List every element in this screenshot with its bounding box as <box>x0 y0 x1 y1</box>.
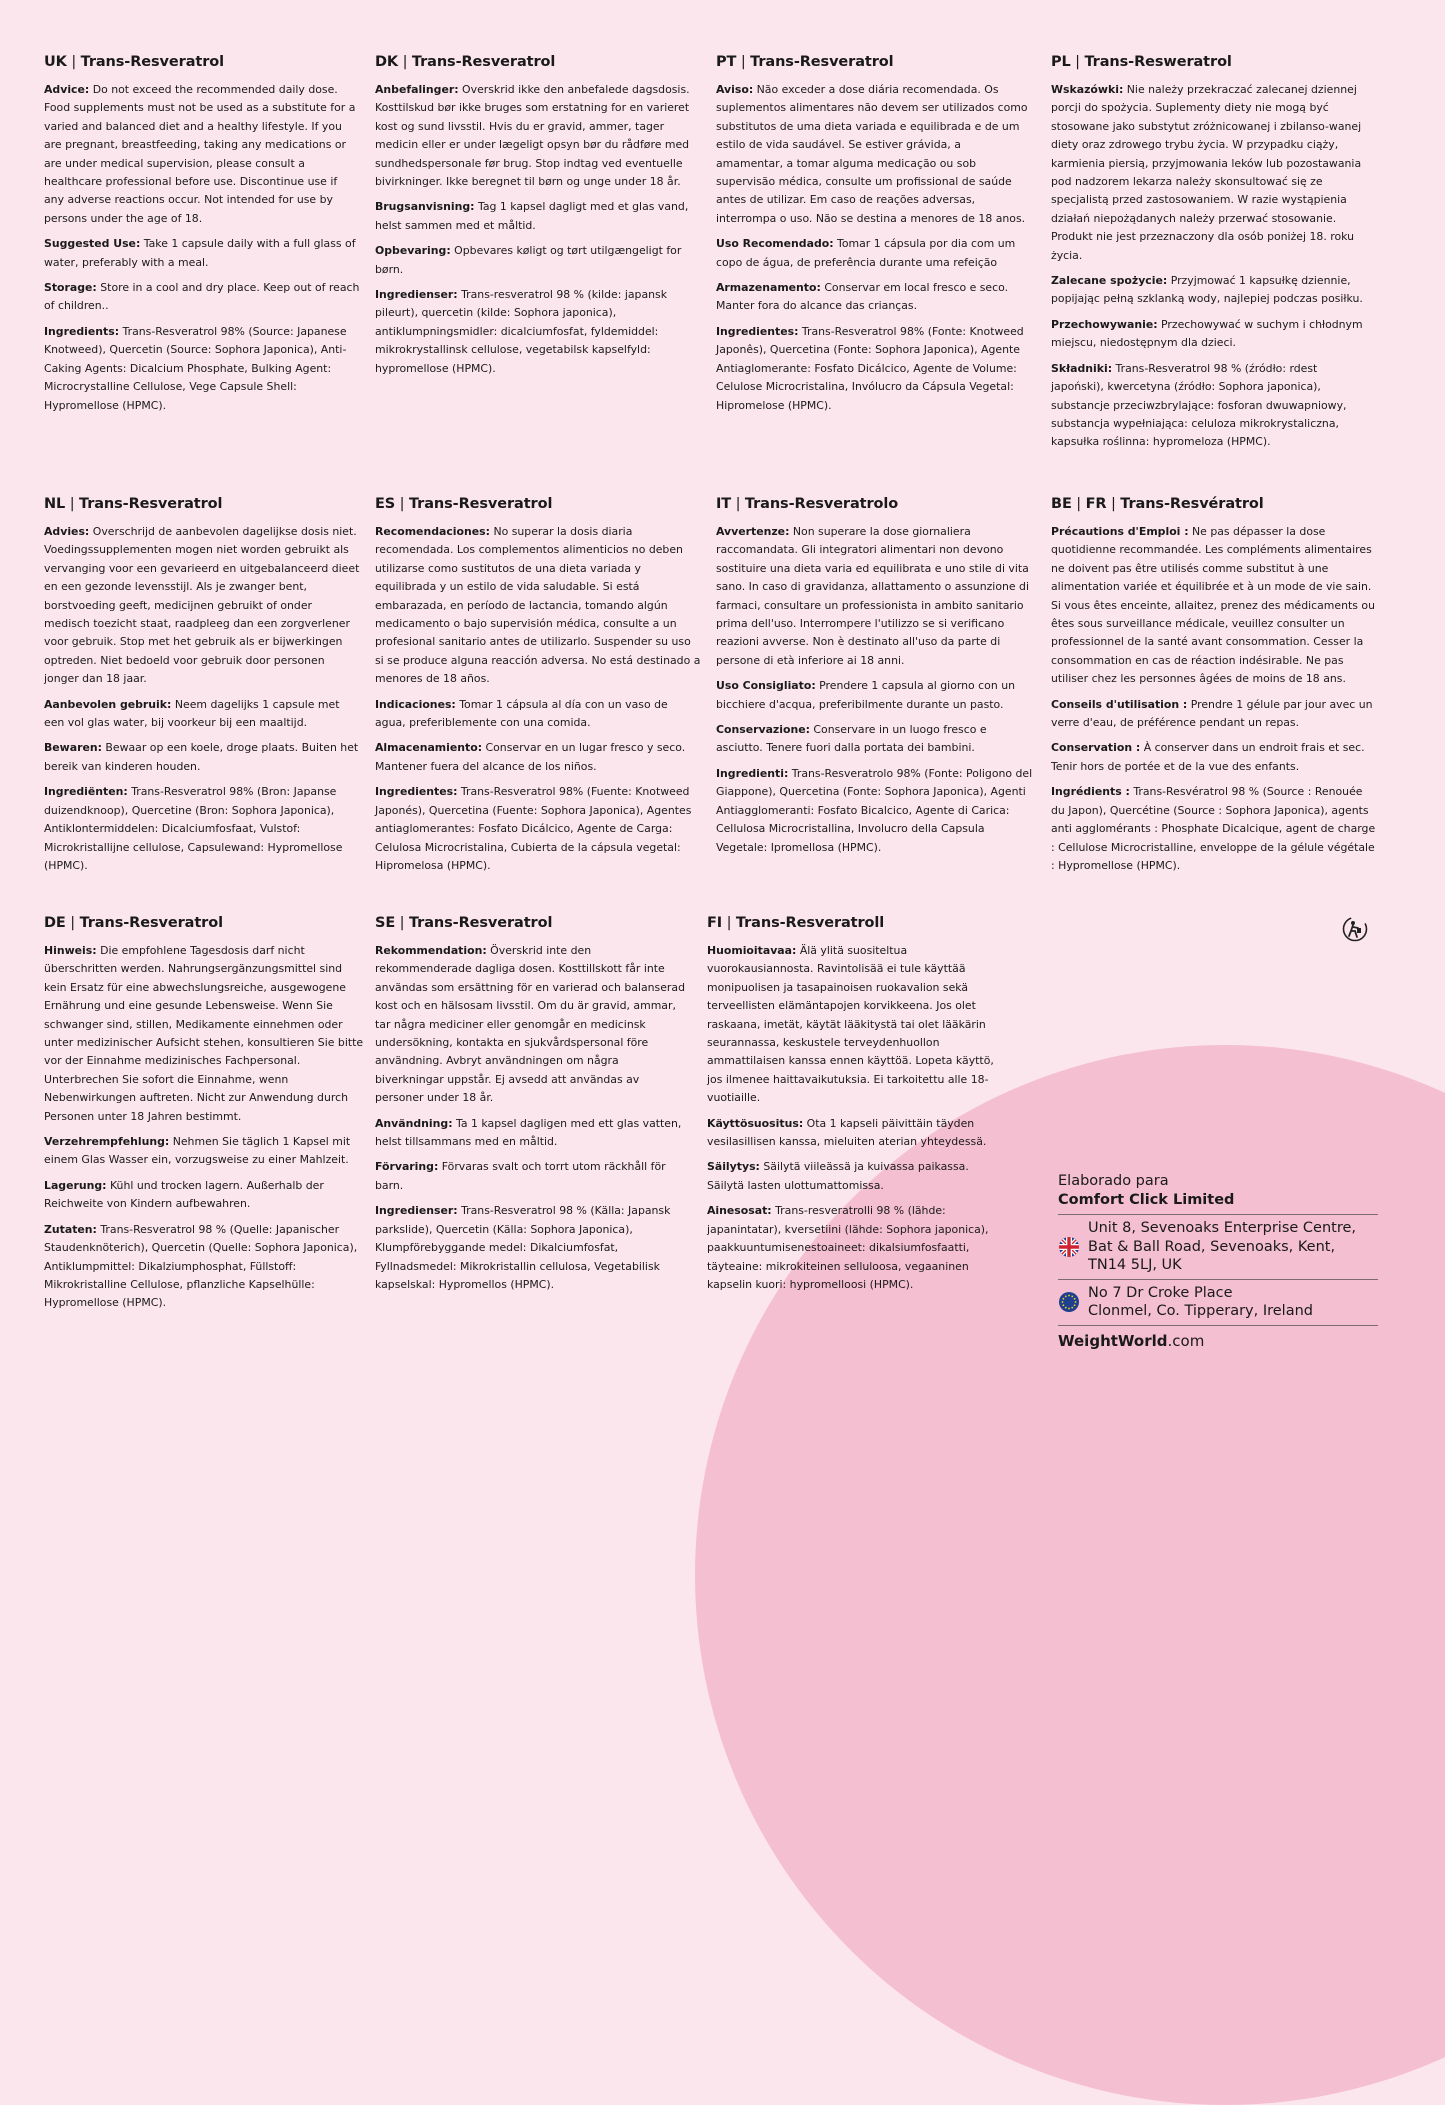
section-text: Przechowywać w suchym i chłodnym miejscu, niedostępnym dla dzieci. <box>1051 317 1363 350</box>
block-section <box>1051 316 1371 353</box>
block-section <box>1051 739 1377 776</box>
section-label: Hinweis: <box>44 944 97 957</box>
language-block-nl <box>44 494 360 882</box>
section-text: Förvaras svalt och torrt utom räckhåll för barn. <box>375 1160 666 1192</box>
section-text: Trans-Resveratrol 98% (Fonte: Knotweed Japonês), Quercetina (Fonte: Sophora Japonica), Agente Antiaglomerante: Fosfato Dicálcico, Agente de Volume: Celulose Microcristalina, Invólucro da Cápsula Vegetal: Hipromelose (HPMC). <box>716 324 1024 412</box>
website <box>1058 1325 1378 1350</box>
block-section <box>716 765 1034 857</box>
section-label: Recomendaciones: <box>375 525 490 538</box>
address-line: TN14 5LJ, UK <box>1088 1257 1182 1274</box>
section-label: Ainesosat: <box>707 1204 772 1218</box>
country-code: IT <box>716 496 732 512</box>
section-label: Zutaten: <box>44 1222 97 1236</box>
section-text: Trans-Resvératrol 98 % (Source : Renouée du Japon), Quercétine (Source : Sophora Japonica), agents anti agglomérants : Phosphate Dicalcique, agent de charge : Cellulose Microcristalline, enveloppe de la gélule végétale : Hypromellose (HPMC). <box>1051 785 1376 872</box>
section-label: Opbevaring: <box>375 244 451 258</box>
block-heading <box>1051 494 1377 514</box>
product-title: Trans-Resveratroll <box>735 915 885 931</box>
section-label: Ingrediënten: <box>44 785 128 799</box>
manufacturer-info <box>1058 1172 1378 1350</box>
block-section <box>707 1202 995 1294</box>
section-text: Overskrid ikke den anbefalede dagsdosis. Kosttilskud bør ikke bruges som erstatning for en varieret kost og sund livsstil. Hvis du er gravid, ammer, tager medicin eller er under lægeligt opsyn bør du rådføre med sundhedspersonale før brug. Stop indtag ved eventuelle bivirkninger. Ikke beregnet til børn og unge under 18 år. <box>375 83 690 189</box>
section-label: Składniki: <box>1051 361 1113 375</box>
section-text: Ta 1 kapsel dagligen med ett glas vatten, helst tillsammans med en måltid. <box>375 1116 682 1149</box>
section-label: Verzehrempfehlung: <box>44 1135 170 1149</box>
section-label: Ingredientes: <box>375 785 458 799</box>
language-block-uk <box>44 52 360 422</box>
section-label: Ingredienser: <box>375 288 458 302</box>
block-section <box>375 242 693 279</box>
block-section <box>44 942 366 1126</box>
language-block-be <box>1051 494 1377 882</box>
section-text: Ota 1 kapseli päivittäin täyden vesilasillisen kanssa, mieluiten aterian yhteydessä. <box>707 1116 987 1149</box>
section-label: Rekommendation: <box>375 944 487 957</box>
section-label: Anbefalinger: <box>375 83 459 96</box>
heading-separator: | <box>1070 54 1085 70</box>
eu-address <box>1058 1279 1378 1325</box>
section-label: Bewaren: <box>44 741 102 755</box>
country-code: NL <box>44 496 66 512</box>
country-code: FI <box>707 915 723 931</box>
section-label: Conservation : <box>1051 741 1141 755</box>
block-section <box>716 81 1028 228</box>
section-text: Älä ylitä suositeltua vuorokausiannosta. Ravintolisää ei tule käyttää monipuolisen ja tasapainoisen ruokavalion sekä terveellisten elämäntapojen korvikkeena. Jos olet raskaana, imetät, käytät lääkitystä tai olet lääkärin seurannassa, keskustele terveydenhuollon ammattilaisen kanssa ennen käyttöä. Lopeta käyttö, jos ilmenee haittavaikutuksia. Ei tarkoitettu alle 18-vuotiaille. <box>707 944 994 1105</box>
address-line: No 7 Dr Croke Place <box>1088 1284 1233 1301</box>
country-code: DE <box>44 915 66 931</box>
block-heading <box>716 52 1028 72</box>
section-text: Trans-Resveratrol 98% (Bron: Japanse duizendknoop), Quercetine (Bron: Sophora Japonica), Antiklontermiddelen: Dicalciumfosfaat, Vulstof: Microkristallijne cellulose, Capsulewand: Hypromellose (HPMC). <box>44 785 343 872</box>
block-section <box>375 739 701 776</box>
language-block-de <box>44 913 366 1320</box>
block-heading <box>44 494 360 514</box>
heading-separator: | <box>395 915 409 931</box>
section-text: Take 1 capsule daily with a full glass of water, preferably with a meal. <box>44 237 356 269</box>
block-section <box>44 323 360 415</box>
section-text: Ne pas dépasser la dose quotidienne recommandée. Les compléments alimentaires ne doivent pas être utilisés comme substitut à une alimentation variée et équilibrée et à un mode de vie sain. Si vous êtes enceinte, allaitez, prenez des médicaments ou êtes sous surveillance médicale, veuillez consulter un professionnel de la santé avant consommation. Cesser la consommation en cas de réaction indésirable. Ne pas utiliser chez les personnes âgées de moins de 18 ans. <box>1051 525 1375 686</box>
section-text: Tomar 1 cápsula al día con un vaso de agua, preferiblemente con una comida. <box>375 697 668 730</box>
product-title: Trans-Resvératrol <box>1120 496 1264 512</box>
section-text: Trans-Resveratrol 98% (Source: Japanese Knotweed), Quercetin (Source: Sophora Japonica), Anti-Caking Agents: Dicalcium Phosphate, Bulking Agent: Microcrystalline Cellulose, Vege Capsule Shell: Hypromellose (HPMC). <box>44 324 347 412</box>
block-section <box>1051 360 1371 452</box>
section-label: Advice: <box>44 83 90 96</box>
section-text: Nehmen Sie täglich 1 Kapsel mit einem Glas Wasser ein, vorzugsweise zu einer Mahlzeit. <box>44 1135 351 1167</box>
section-label: Précautions d'Emploi : <box>1051 525 1189 538</box>
section-label: Ingredientes: <box>716 324 799 338</box>
language-block-pl <box>1051 52 1371 459</box>
product-title: Trans-Resveratrol <box>79 915 223 931</box>
block-section <box>44 696 360 733</box>
block-section <box>375 783 701 875</box>
section-label: Zalecane spożycie: <box>1051 274 1168 288</box>
section-text: Die empfohlene Tagesdosis darf nicht überschritten werden. Nahrungsergänzungsmittel sind kein Ersatz für eine abwechslungsreiche, ausgewogene Ernährung und eine gesunde Lebensweise. Wenn Sie schwanger sind, stillen, Medikamente einnehmen oder unter medizinischer Aufsicht stehen, konsultieren Sie bitte vor der Einnahme medizinisches Fachpersonal. Unterbrechen Sie sofort die Einnahme, wenn Nebenwirkungen auftreten. Nicht zur Anwendung durch Personen unter 18 Jahren bestimmt. <box>44 944 364 1123</box>
section-text: Trans-Resveratrol 98 % (Quelle: Japanischer Staudenknöterich), Quercetin (Quelle: Sophora Japonica), Antiklumpmittel: Dikalziumphosphat, Füllstoff: Mikrokristalline Cellulose, pflanzliche Kapselhülle: Hypromellose (HPMC). <box>44 1222 358 1310</box>
section-label: Uso Consigliato: <box>716 679 816 693</box>
block-section <box>44 1133 366 1170</box>
product-title: Trans-Resveratrolo <box>744 496 899 512</box>
block-section <box>44 783 360 875</box>
block-section <box>716 523 1034 670</box>
section-label: Conseils d'utilisation : <box>1051 697 1188 711</box>
section-text: Conservar em local fresco e seco. Manter fora do alcance das crianças. <box>716 281 1009 313</box>
block-heading <box>1051 52 1371 72</box>
address-line: Unit 8, Sevenoaks Enterprise Centre, <box>1088 1220 1356 1236</box>
block-heading <box>44 52 360 72</box>
block-section <box>716 323 1028 415</box>
section-text: Tag 1 kapsel dagligt med et glas vand, helst sammen med et måltid. <box>375 200 689 232</box>
section-label: Advies: <box>44 525 90 538</box>
heading-separator: | <box>722 915 736 931</box>
website-brand: WeightWorld <box>1058 1331 1168 1350</box>
block-section <box>1051 272 1371 309</box>
section-label: Avvertenze: <box>716 525 790 538</box>
block-section <box>375 1115 689 1152</box>
section-label: Huomioitavaa: <box>707 944 797 957</box>
section-text: Conservare in un luogo fresco e asciutto. Tenere fuori dalla portata dei bambini. <box>716 723 987 755</box>
block-section <box>716 721 1034 758</box>
block-section <box>44 81 360 228</box>
uk-address <box>1058 1214 1378 1279</box>
section-label: Almacenamiento: <box>375 741 483 755</box>
block-section <box>44 739 360 776</box>
section-label: Användning: <box>375 1116 453 1130</box>
section-label: Ingredienser: <box>375 1204 458 1218</box>
section-text: Opbevares køligt og tørt utilgængeligt for børn. <box>375 244 682 276</box>
section-text: Trans-resveratrol 98 % (kilde: japansk pileurt), quercetin (kilde: Sophora japonica), antiklumpningsmidler: dicalciumfosfat, fyldemiddel: mikrokrystallinsk cellulose, vegetabilsk kapselfyld: hypromellose (HPMC). <box>375 288 668 375</box>
heading-separator: | <box>395 496 409 512</box>
section-label: Käyttösuositus: <box>707 1116 804 1130</box>
section-label: Uso Recomendado: <box>716 237 834 251</box>
heading-separator: | <box>65 915 80 931</box>
heading-separator: | <box>731 496 745 512</box>
section-text: Trans-Resveratrol 98% (Fuente: Knotweed Japonés), Quercetina (Fuente: Sophora Japonica), Agentes antiaglomerantes: Fosfato Dicálcico, Agente de Carga: Celulosa Microcristalina, Cubierta de la cápsula vegetal: Hipromelosa (HPMC). <box>375 785 692 872</box>
section-label: Förvaring: <box>375 1160 439 1174</box>
block-section <box>716 235 1028 272</box>
product-title: Trans-Resveratrol <box>750 54 894 70</box>
product-title: Trans-Resveratrol <box>408 915 553 931</box>
country-code: SE <box>375 915 396 931</box>
language-block-dk <box>375 52 693 385</box>
section-label: Przechowywanie: <box>1051 317 1158 331</box>
block-heading <box>44 913 366 933</box>
language-block-es <box>375 494 701 882</box>
block-section <box>44 1221 366 1313</box>
website-tld: .com <box>1167 1331 1205 1350</box>
section-text: Neem dagelijks 1 capsule met een vol glas water, bij voorkeur bij een maaltijd. <box>44 697 340 730</box>
product-title: Trans-Resveratrol <box>411 54 556 70</box>
section-text: Trans-Resveratrol 98 % (Källa: Japansk parkslide), Quercetin (Källa: Sophora Japonica), Klumpförebyggande medel: Dikalciumfosfat, Fyllnadsmedel: Mikrokristallin cellulosa, Vegetabilisk kapselskal: Hypromellos (HPMC). <box>375 1204 671 1291</box>
section-label: Säilytys: <box>707 1160 760 1174</box>
block-section <box>1051 783 1377 875</box>
block-section <box>716 279 1028 316</box>
block-heading <box>707 913 995 933</box>
language-block-pt <box>716 52 1028 422</box>
section-label: Aviso: <box>716 83 754 96</box>
block-section <box>375 1202 689 1294</box>
section-label: Wskazówki: <box>1051 83 1124 96</box>
block-section <box>375 523 701 689</box>
section-text: Non superare la dose giornaliera raccomandata. Gli integratori alimentari non devono sostituire una dieta varia ed equilibrata e uno stile di vita sano. In caso di gravidanza, allattamento o assunzione di farmaci, consultare un professionista in ambito sanitario prima dell'uso. Interrompere l'utilizzo se si verificano reazioni avverse. Non è destinato all'uso da parte di persone di età inferiore ai 18 anni. <box>716 525 1029 667</box>
block-section <box>1051 696 1377 733</box>
section-label: Ingrédients : <box>1051 785 1130 799</box>
country-code: DK <box>375 54 399 70</box>
block-section <box>375 198 693 235</box>
recycle-man-icon <box>1342 916 1368 942</box>
block-section <box>375 286 693 378</box>
section-text: Do not exceed the recommended daily dose. Food supplements must not be used as a substitute for a varied and balanced diet and a healthy lifestyle. If you are pregnant, breastfeeding, taking any medications or are under medical supervision, please consult a healthcare professional before use. Discontinue use if any adverse reactions occur. Not intended for use by persons under the age of 18. <box>44 83 356 225</box>
product-title: Trans-Resveratrol <box>80 54 224 70</box>
section-label: Ingredients: <box>44 324 120 338</box>
company-name: Comfort Click Limited <box>1058 1192 1235 1208</box>
section-text: No superar la dosis diaria recomendada. Los complementos alimenticios no deben utilizarse como sustitutos de una dieta variada y equilibrada y un estilo de vida saludable. Si está embarazada, en período de lactancia, tomando algún medicamento o bajo supervisión médica, consulte a un profesional sanitario antes de utilizarlo. Suspender su uso si se produce alguna reacción adversa. No está destinado a menores de 18 años. <box>375 525 701 686</box>
block-section <box>716 677 1034 714</box>
heading-separator: | <box>398 54 412 70</box>
heading-separator: | <box>1071 496 1086 512</box>
language-block-it <box>716 494 1034 864</box>
country-code-2: FR <box>1085 496 1107 512</box>
section-text: Tomar 1 cápsula por dia com um copo de água, de preferência durante uma refeição <box>716 237 1016 269</box>
section-text: Prendre 1 gélule par jour avec un verre d'eau, de préférence pendant un repas. <box>1051 697 1373 730</box>
product-title: Trans-Resveratrol <box>408 496 553 512</box>
heading-separator: | <box>736 54 751 70</box>
country-code: ES <box>375 496 396 512</box>
block-section <box>375 81 693 191</box>
block-section <box>1051 523 1377 689</box>
block-heading <box>375 52 693 72</box>
section-text: Overschrijd de aanbevolen dagelijkse dosis niet. Voedingssupplementen mogen niet worden gebruikt als vervanging voor een gevarieerd en uitgebalanceerd dieet en een gezonde levensstijl. Als je zwanger bent, borstvoeding geeft, medicijnen gebruikt of onder medisch toezicht staat, raadpleeg dan een zorgverlener voor gebruik. Stop met het gebruik als er bijwerkingen optreden. Niet bedoeld voor gebruik door personen jonger dan 18 jaar. <box>44 525 360 686</box>
block-section <box>44 523 360 689</box>
block-section <box>375 696 701 733</box>
block-section <box>375 942 689 1108</box>
country-code: UK <box>44 54 67 70</box>
section-text: Överskrid inte den rekommenderade dagliga dosen. Kosttillskott får inte användas som ersättning för en varierad och balanserad kost och en hälsosam livsstil. Om du är gravid, ammar, tar några mediciner eller genomgår en medicinsk undersökning, kontakta en sjukvårdspersonal före användning. Avbryt användningen om några biverkningar uppstår. Ej avsedd att användas av personer under 18 år. <box>375 944 685 1105</box>
section-text: Trans-Resveratrolo 98% (Fonte: Poligono del Giappone), Quercetina (Fonte: Sophora Japonica), Agenti Antiagglomeranti: Fosfato Bicalcico, Agente di Carica: Cellulosa Microcristallina, Involucro della Capsula Vegetale: Ipromellosa (HPMC). <box>716 766 1033 854</box>
section-label: Aanbevolen gebruik: <box>44 697 172 711</box>
section-label: Storage: <box>44 281 97 295</box>
address-line: Clonmel, Co. Tipperary, Ireland <box>1088 1303 1313 1320</box>
section-label: Conservazione: <box>716 723 810 737</box>
section-text: Kühl und trocken lagern. Außerhalb der Reichweite von Kindern aufbewahren. <box>44 1178 324 1211</box>
section-text: Säilytä viileässä ja kuivassa paikassa. Säilytä lasten ulottumattomissa. <box>707 1160 969 1192</box>
block-section <box>44 235 360 272</box>
eu-flag-icon <box>1058 1291 1080 1313</box>
section-label: Ingredienti: <box>716 766 789 780</box>
block-section <box>707 1158 995 1195</box>
country-code: PL <box>1051 54 1071 70</box>
heading-separator-2: | <box>1106 496 1121 512</box>
block-heading <box>375 494 701 514</box>
section-text: À conserver dans un endroit frais et sec. Tenir hors de portée et de la vue des enfants. <box>1051 741 1365 773</box>
section-label: Suggested Use: <box>44 237 141 251</box>
product-title: Trans-Resveratrol <box>79 496 223 512</box>
block-section <box>707 942 995 1108</box>
address-line: Bat & Ball Road, Sevenoaks, Kent, <box>1088 1238 1336 1255</box>
uk-flag-icon <box>1058 1236 1080 1258</box>
section-text: Trans-Resveratrol 98 % (źródło: rdest japoński), kwercetyna (źródło: Sophora japonica), substancje przeciwzbrylające: fosforan dwuwapniowy, substancja wypełniająca: celuloza mikrokrystaliczna, kapsułka roślinna: hypromeloza (HPMC). <box>1051 361 1347 449</box>
section-text: Trans-resveratrolli 98 % (lähde: japanintatar), kversetiini (lähde: Sophora japonica), paakkuuntumisenestoaineet: dikalsiumfosfaatti, täyteaine: mikrokiteinen selluloosa, vegaaninen kapselin kuori: hypromelloosi (HPMC). <box>707 1204 989 1291</box>
block-section <box>707 1115 995 1152</box>
block-section <box>44 279 360 316</box>
section-label: Lagerung: <box>44 1178 107 1192</box>
section-text: Bewaar op een koele, droge plaats. Buiten het bereik van kinderen houden. <box>44 741 359 773</box>
section-label: Indicaciones: <box>375 697 456 711</box>
section-text: Nie należy przekraczać zalecanej dziennej porcji do spożycia. Suplementy diety nie mogą być stosowane jako substytut zróżnicowanej i zbilanso-wanej diety oraz zdrowego trybu życia. W przypadku ciąży, karmienia piersią, przyjmowania leków lub pozostawania pod nadzorem lekarza należy skonsultować się ze specjalistą przed zastosowaniem. W razie wystąpienia działań niepożądanych należy przerwać stosowanie. Produkt nie jest przeznaczony dla osób poniżej 18. roku życia. <box>1051 83 1362 262</box>
section-text: Não exceder a dose diária recomendada. Os suplementos alimentares não devem ser utilizados como substitutos de uma dieta variada e equilibrada e de um estilo de vida saudável. Se estiver grávida, a amamentar, a tomar alguma medicação ou sob supervisão médica, consulte um profissional de saúde antes de utilizar. Em caso de reações adversas, interrompa o uso. Não se destina a menores de 18 anos. <box>716 83 1028 225</box>
section-text: Store in a cool and dry place. Keep out of reach of children.. <box>44 281 360 313</box>
section-label: Armazenamento: <box>716 281 821 295</box>
language-block-se <box>375 913 689 1301</box>
block-heading <box>716 494 1034 514</box>
language-block-fi <box>707 913 995 1301</box>
country-code: PT <box>716 54 737 70</box>
country-code: BE <box>1051 496 1072 512</box>
heading-separator: | <box>65 496 79 512</box>
made-for-label: Elaborado para <box>1058 1173 1169 1189</box>
block-section <box>44 1177 366 1214</box>
section-text: Prendere 1 capsula al giorno con un bicchiere d'acqua, preferibilmente durante un pasto. <box>716 679 1015 711</box>
heading-separator: | <box>66 54 81 70</box>
block-section <box>375 1158 689 1195</box>
section-text: Przyjmować 1 kapsułkę dziennie, popijając pełną szklanką wody, najlepiej podczas posiłku. <box>1051 274 1363 306</box>
block-section <box>1051 81 1371 265</box>
product-title: Trans-Resweratrol <box>1084 54 1232 70</box>
section-text: Conservar en un lugar fresco y seco. Mantener fuera del alcance de los niños. <box>375 741 686 773</box>
block-heading <box>375 913 689 933</box>
section-label: Brugsanvisning: <box>375 200 475 214</box>
